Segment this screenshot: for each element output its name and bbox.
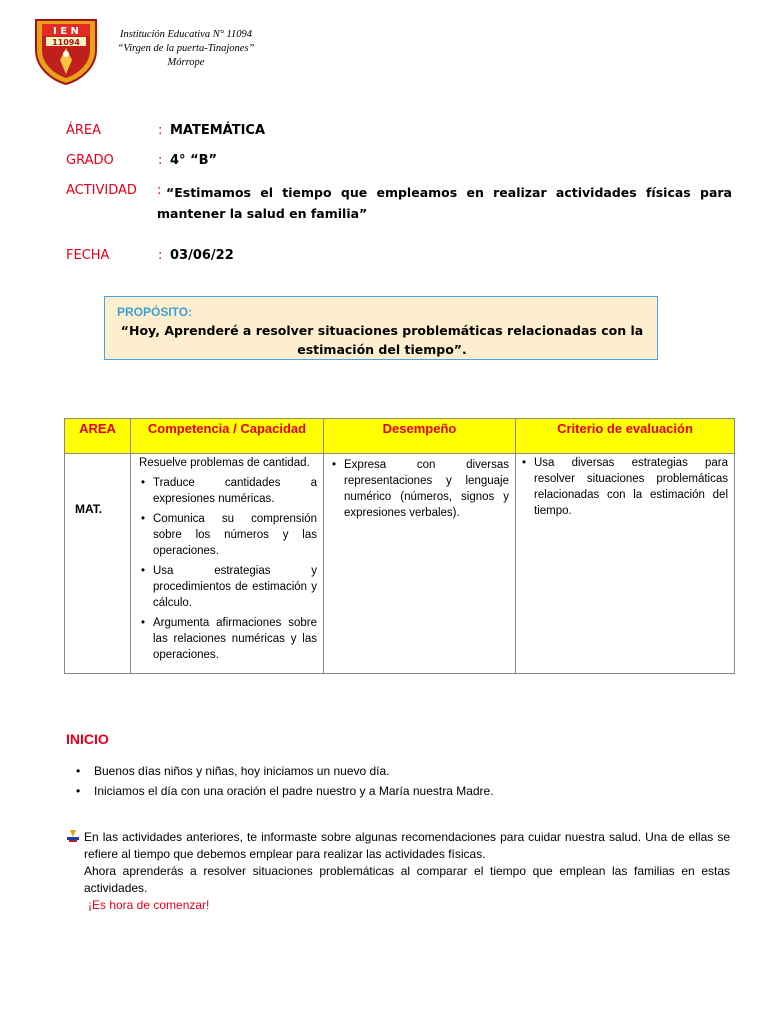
svg-text:11094: 11094 xyxy=(52,38,80,47)
evaluation-table xyxy=(64,418,735,674)
actividad-label: ACTIVIDAD xyxy=(66,183,137,198)
paragraph-1: En las actividades anteriores, te informaste sobre algunas recomendaciones para cuidar nuestra salud. Una de ellas se refiere al tiempo que debemos emplear para realizar las actividades físicas. xyxy=(84,830,730,861)
grado-value: 4° “B” xyxy=(170,153,218,168)
closing-text: ¡Es hora de comenzar! xyxy=(88,898,210,912)
institution-name: Institución Educativa N° 11094 xyxy=(119,29,253,40)
capacidades-list xyxy=(139,475,317,663)
list-item: • Traduce cantidades a expresiones numéricas. xyxy=(139,475,317,507)
list-item: • Iniciamos el día con una oración el padre nuestro y a María nuestra Madre. xyxy=(76,781,736,801)
criterio-text: • Usa diversas estrategias para resolver situaciones problemáticas relacionadas con la estimación del tiempo. xyxy=(520,455,728,519)
competencia-cell xyxy=(131,454,324,674)
list-item: • Comunica su comprensión sobre los números y las operaciones. xyxy=(139,511,317,559)
desempeno-text: • Expresa con diversas representaciones y lenguaje numérico (números, signos y expresiones verbales). xyxy=(330,457,509,521)
inicio-title: INICIO xyxy=(66,731,109,747)
header-competencia: Competencia / Capacidad xyxy=(131,419,324,454)
fecha-label: FECHA xyxy=(66,248,110,263)
area-cell: MAT. xyxy=(65,454,131,674)
desempeno-cell xyxy=(324,454,516,674)
header-area: AREA xyxy=(65,419,131,454)
competencia-intro: Resuelve problemas de cantidad. xyxy=(139,457,310,469)
criterio-cell xyxy=(516,454,735,674)
actividad-colon: : xyxy=(157,183,162,198)
header-criterio: Criterio de evaluación xyxy=(516,419,735,454)
list-item: • Argumenta afirmaciones sobre las relaciones numéricas y las operaciones. xyxy=(139,615,317,663)
area-colon: : xyxy=(158,123,163,138)
fecha-colon: : xyxy=(158,248,163,263)
purpose-box xyxy=(104,296,658,360)
purpose-title: PROPÓSITO: xyxy=(117,305,193,319)
list-item: • Usa estrategias y procedimientos de estimación y cálculo. xyxy=(139,563,317,611)
table-header-row xyxy=(65,419,735,454)
actividad-value: “Estimamos el tiempo que empleamos en realizar actividades físicas para mantener la salud en familia” xyxy=(157,185,732,221)
institution-location: Mórrope xyxy=(167,57,205,68)
institution-subtitle: “Virgen de la puerta-Tinajones” xyxy=(117,43,255,54)
pencil-icon xyxy=(66,829,80,843)
grado-colon: : xyxy=(158,153,163,168)
area-label: ÁREA xyxy=(66,123,102,138)
institution-info xyxy=(96,28,276,70)
inicio-list xyxy=(76,761,736,801)
list-item: • Buenos días niños y niñas, hoy iniciamos un nuevo día. xyxy=(76,761,736,781)
header-desempeno: Desempeño xyxy=(324,419,516,454)
table-row xyxy=(65,454,735,674)
school-crest-logo xyxy=(32,16,100,86)
svg-text:I E N: I E N xyxy=(53,26,79,37)
paragraph-2: Ahora aprenderás a resolver situaciones problemáticas al comparar el tiempo que emplean las familias en estas actividades. xyxy=(84,864,730,895)
area-value: MATEMÁTICA xyxy=(170,123,266,138)
fecha-value: 03/06/22 xyxy=(170,248,234,263)
instructions-paragraph xyxy=(84,829,730,914)
purpose-text: “Hoy, Aprenderé a resolver situaciones problemáticas relacionadas con la estimación del tiempo”. xyxy=(120,323,644,357)
grado-label: GRADO xyxy=(66,153,114,168)
